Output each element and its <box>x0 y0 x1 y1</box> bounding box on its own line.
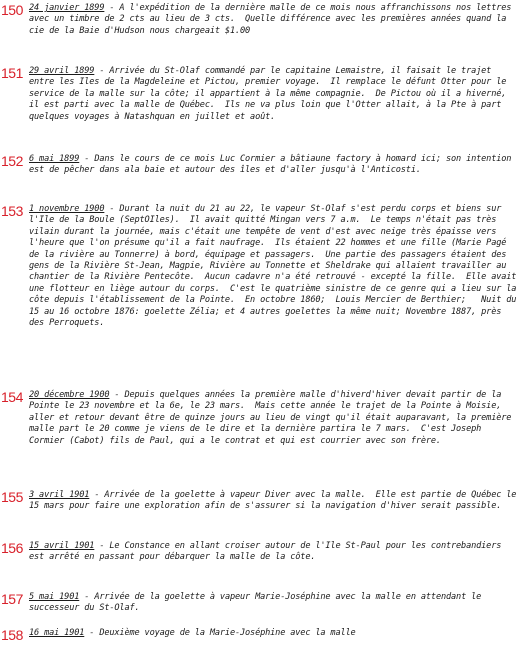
entry-body: - A l'expédition de la dernière malle de ce mois nous affranchissons nos lettres avec un timbre de 2 cts au lieu de 3 cts. Quelle différence avec les premières années quand la cie de la Baie d'Hudson nous chargeait $1.00 <box>29 3 517 36</box>
entry-body: - Deuxième voyage de la Marie-Joséphine avec la malle <box>84 628 356 638</box>
entry-text <box>29 490 521 513</box>
entry-date: 5 mai 1901 <box>29 592 80 602</box>
entry-number: 151 <box>1 65 23 81</box>
entry-date: 3 avril 1901 <box>29 490 90 500</box>
entry-number: 153 <box>1 203 23 219</box>
entry-number: 158 <box>1 627 23 643</box>
entry-body: - Le Constance en allant croiser autour de l'Ile St-Paul pour les contrebandiers est arrêté en passant pour débarquer la malle de la côte. <box>29 541 507 563</box>
entry-date: 6 mai 1899 <box>29 154 80 164</box>
entry-date: 16 mai 1901 <box>29 628 85 638</box>
entry-date: 15 avril 1901 <box>29 541 95 551</box>
entry-text <box>29 390 517 447</box>
entry-number: 157 <box>1 591 23 607</box>
entry-body: - Arrivée de la goelette à vapeur Marie-Joséphine avec la malle en attendant le successeur du St-Olaf. <box>29 592 487 614</box>
entry-number: 152 <box>1 153 23 169</box>
entry-number: 154 <box>1 389 23 405</box>
entry-text <box>29 154 517 177</box>
entry-number: 156 <box>1 540 23 556</box>
entry-text <box>29 628 517 639</box>
entry-date: 24 janvier 1899 <box>29 3 105 13</box>
entry-date: 29 avril 1899 <box>29 66 95 76</box>
entry-text <box>29 541 517 564</box>
entry-number: 150 <box>1 2 23 18</box>
entry-body: - Depuis quelques années la première malle d'hiverd'hiver devait partir de la Pointe le 23 novembre et la 6e, le 23 mars. Mais cette année le trajet de la Pointe à Moisie, aller et retour devant être de quinze jours au lieu de vingt qu'il était auparavant, la première malle part le 20 comme je viens de le dire et la dernière partira le 7 mars. C'est Joseph Cormier (Cabot) fils de Paul, qui a le contrat et qui est courrier avec son frère. <box>29 390 517 446</box>
entry-body: - Dans le cours de ce mois Luc Cormier a bâtiaune factory à homard ici; son intention est de pêcher dans ala baie et autour des îles et d'aller jusqu'à l'Anticosti. <box>29 154 517 176</box>
entry-text <box>29 204 521 329</box>
entry-number: 155 <box>1 489 23 505</box>
entry-text <box>29 66 517 123</box>
entry-date: 1 novembre 1900 <box>29 204 105 214</box>
entry-text <box>29 3 517 37</box>
entry-body: - Durant la nuit du 21 au 22, le vapeur St-Olaf s'est perdu corps et biens sur l'Ile de la Boule (SeptOIles). Il avait quitté Mingan vers 7 a.m. Le temps n'était pas très vilain durant la journée, mais c'était une tempête de vent d'est avec neige très épaisse vers l'heure que l'on présume qu'il a fait naufrage. Ils étaient 22 hommes et une fille (Marie Pagé de la rivière au Tonnerre) à bord, équipage et passagers. Une partie des passagers étaient des gens de la Rivière St-Jean, Magpie, Rivière au Tonnette et Sheldrake qui allaient travailler au chantier de la Rivière Pentecôte. Aucun cadavre n'a été retrouvé - excepté la fille. Elle avait une flotteur en liège autour du corps. C'est le quatrième sinistre de ce genre qui a lieu sur la côte depuis l'établissement de la Pointe. En octobre 1860; Louis Mercier de Berthier; Nuit du 15 au 16 octobre 1876: goelette Zélia; et 4 autres goelettes la même nuit; Novembre 1887, près des Perroquets. <box>29 204 521 329</box>
entry-body: - Arrivée du St-Olaf commandé par le capitaine Lemaistre, il faisait le trajet entre les Iles de la Magdeleine et Pictou, premier voyage. Il remplace le défunt Otter pour le service de la malle sur la côte; il appartient à la même compagnie. De Pictou où il a hiverné, il est parti avec la malle de Québec. Ils ne va plus loin que l'Otter allait, à la Pte à part quelques voyages à Natashquan en juillet et août. <box>29 66 512 122</box>
entry-body: - Arrivée de la goelette à vapeur Diver avec la malle. Elle est partie de Québec le 15 mars pour faire une exploration afin de s'assurer si la navigation d'hiver serait passible. <box>29 490 521 512</box>
entry-date: 20 décembre 1900 <box>29 390 110 400</box>
entry-text <box>29 592 517 615</box>
